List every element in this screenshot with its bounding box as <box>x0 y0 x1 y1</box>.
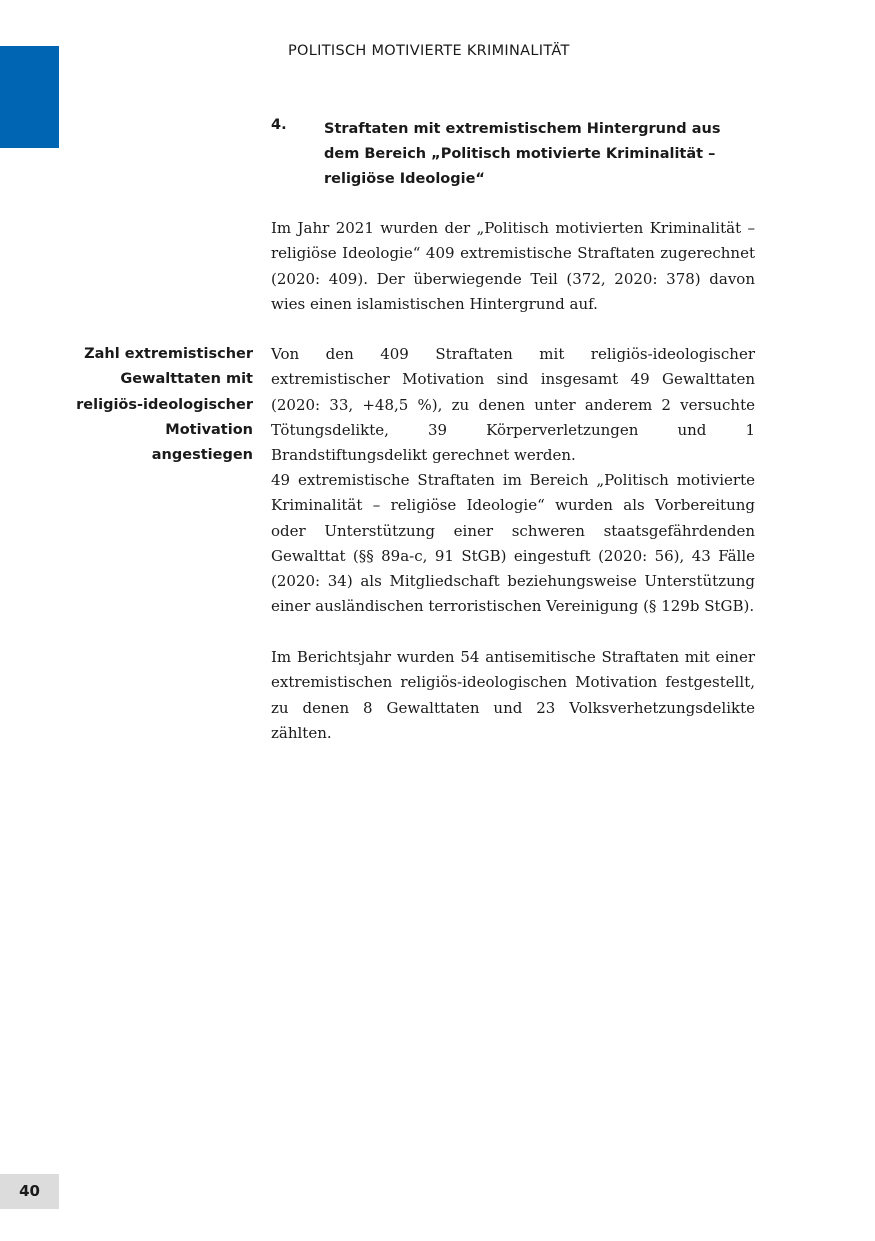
margin-note-line: Motivation <box>165 421 253 438</box>
body-paragraph-3: 49 extremistische Straftaten im Bereich „Politisch motivierte Kriminalität – religiöse Ideologie“ wurden als Vorbereitung oder Unterstützung einer schweren staatsgefährdenden Gewalttat (§§ 89a-c, 91 StGB) eingestuft (2020: 56), 43 Fälle (2020: 34) als Mitgliedschaft beziehungsweise Unterstützung einer ausländischen terroristischen Vereinigung (§ 129b StGB). <box>271 471 755 616</box>
body-paragraph-4: Im Berichtsjahr wurden 54 antisemitische Straftaten mit einer extremistischen religiös-ideologischen Motivation festgestellt, zu denen 8 Gewalttaten und 23 Volksverhetzungsdelikte zählten. <box>271 648 755 742</box>
section-title: Straftaten mit extremistischem Hintergrund aus dem Bereich „Politisch motivierte Kriminalität – religiöse Ideologie“ <box>324 121 721 187</box>
margin-note-line: angestiegen <box>151 447 253 464</box>
margin-note <box>60 342 253 468</box>
margin-note-line: Zahl extremistischer <box>84 346 253 362</box>
section-number: 4. <box>271 117 287 133</box>
body-paragraph-1: Im Jahr 2021 wurden der „Politisch motivierten Kriminalität – religiöse Ideologie“ 409 extremistische Straftaten zugerechnet (2020: 409). Der überwiegende Teil (372, 2020: 378) davon wies einen islamistischen Hintergrund auf. <box>271 219 755 313</box>
page-number-box <box>0 1174 59 1209</box>
chapter-accent-tab <box>0 46 59 148</box>
running-header: POLITISCH MOTIVIERTE KRIMINALITÄT <box>288 43 570 59</box>
body-paragraph-2: Von den 409 Straftaten mit religiös-ideologischer extremistischer Motivation sind insgesamt 49 Gewalttaten (2020: 33, +48,5 %), zu denen unter anderem 2 versuchte Tötungsdelikte, 39 Körperverletzungen und 1 Brandstiftungsdelikt gerechnet werden. <box>271 345 755 465</box>
page-number: 40 <box>19 1182 40 1200</box>
margin-note-line: religiös-ideologischer <box>76 396 253 413</box>
margin-note-line: Gewalttaten mit <box>120 371 253 388</box>
